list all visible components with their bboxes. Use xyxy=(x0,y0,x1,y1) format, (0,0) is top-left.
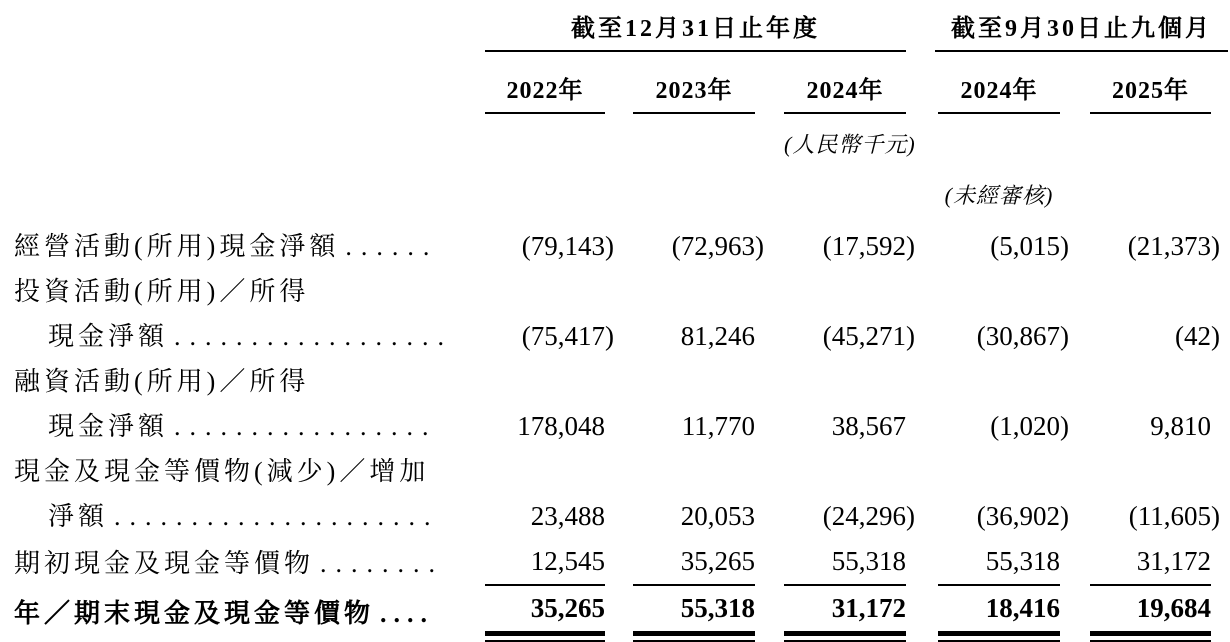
column-header-2023: 2023年 xyxy=(633,52,755,114)
period-annual-title: 截至12月31日止年度 xyxy=(485,8,906,52)
header-year-row xyxy=(0,52,1230,114)
value-cell: 35,265 xyxy=(633,539,755,586)
leader-dots: ................. xyxy=(174,412,438,441)
value-cell: 11,770 xyxy=(681,411,755,441)
value-cell: 81,246 xyxy=(680,321,755,351)
row-label: 現金淨額 xyxy=(48,412,169,441)
currency-unit-note: (人民幣千元) xyxy=(784,132,916,157)
table-row-financing-label xyxy=(0,359,1230,404)
value-cell: (17,592) xyxy=(822,231,915,261)
table-row-investing-values xyxy=(0,314,1230,359)
value-cell: 31,172 xyxy=(1090,539,1211,586)
value-cell: (5,015) xyxy=(990,231,1069,261)
row-label: 現金淨額 xyxy=(48,322,169,351)
value-cell: 178,048 xyxy=(517,411,605,441)
unaudited-note: (未經審核) xyxy=(944,183,1054,208)
leader-dots: ..................... xyxy=(114,502,440,531)
leader-dots: .................. xyxy=(174,322,454,351)
value-cell: (42) xyxy=(1175,321,1220,351)
leader-dots: ........ xyxy=(320,549,445,578)
value-cell: 19,684 xyxy=(1090,586,1211,636)
value-cell: (21,373) xyxy=(1127,231,1220,261)
column-header-2024-interim: 2024年 xyxy=(938,52,1060,114)
row-label: 年／期末現金及現金等價物 xyxy=(14,599,375,628)
value-cell: 20,053 xyxy=(680,501,755,531)
value-cell: (30,867) xyxy=(976,321,1069,351)
column-header-2022: 2022年 xyxy=(485,52,605,114)
value-cell: (79,143) xyxy=(521,231,614,261)
table-row-investing-label xyxy=(0,269,1230,314)
value-cell: 23,488 xyxy=(530,501,605,531)
table-row-financing-values xyxy=(0,404,1230,449)
value-cell: (11,605) xyxy=(1128,501,1220,531)
value-cell: 31,172 xyxy=(784,586,906,636)
value-cell: (72,963) xyxy=(671,231,764,261)
value-cell: 38,567 xyxy=(831,411,906,441)
table-row-net-change-label xyxy=(0,449,1230,494)
leader-dots: ...... xyxy=(345,232,439,261)
value-cell: 9,810 xyxy=(1150,411,1211,441)
table-body xyxy=(0,224,1230,636)
table-row-opening-cash xyxy=(0,539,1230,586)
value-cell: (45,271) xyxy=(822,321,915,351)
value-cell: 55,318 xyxy=(938,539,1060,586)
value-cell: 55,318 xyxy=(633,586,755,636)
row-label: 期初現金及現金等價物 xyxy=(14,549,315,578)
value-cell: (24,296) xyxy=(822,501,915,531)
value-cell: (75,417) xyxy=(521,321,614,351)
row-label: 投資活動(所用)／所得 xyxy=(14,277,310,306)
header-group-row xyxy=(0,0,1230,52)
table-row-operating xyxy=(0,224,1230,269)
value-cell: 18,416 xyxy=(938,586,1060,636)
unit-note-row xyxy=(0,128,1230,159)
value-cell: (1,020) xyxy=(990,411,1069,441)
leader-dots: .... xyxy=(380,599,435,628)
row-label: 經營活動(所用)現金淨額 xyxy=(14,232,340,261)
table-row-net-change-values xyxy=(0,494,1230,539)
value-cell: (36,902) xyxy=(976,501,1069,531)
row-label: 融資活動(所用)／所得 xyxy=(14,367,310,396)
value-cell: 12,545 xyxy=(485,539,605,586)
row-label: 現金及現金等價物(減少)／增加 xyxy=(14,457,430,486)
column-header-2024: 2024年 xyxy=(784,52,906,114)
row-label: 淨額 xyxy=(48,502,109,531)
value-cell: 35,265 xyxy=(485,586,605,636)
table-row-closing-cash xyxy=(0,586,1230,636)
audit-note-row xyxy=(0,179,1230,210)
value-cell: 55,318 xyxy=(784,539,906,586)
period-interim-title: 截至9月30日止九個月 xyxy=(935,8,1228,52)
column-header-2025-interim: 2025年 xyxy=(1090,52,1211,114)
